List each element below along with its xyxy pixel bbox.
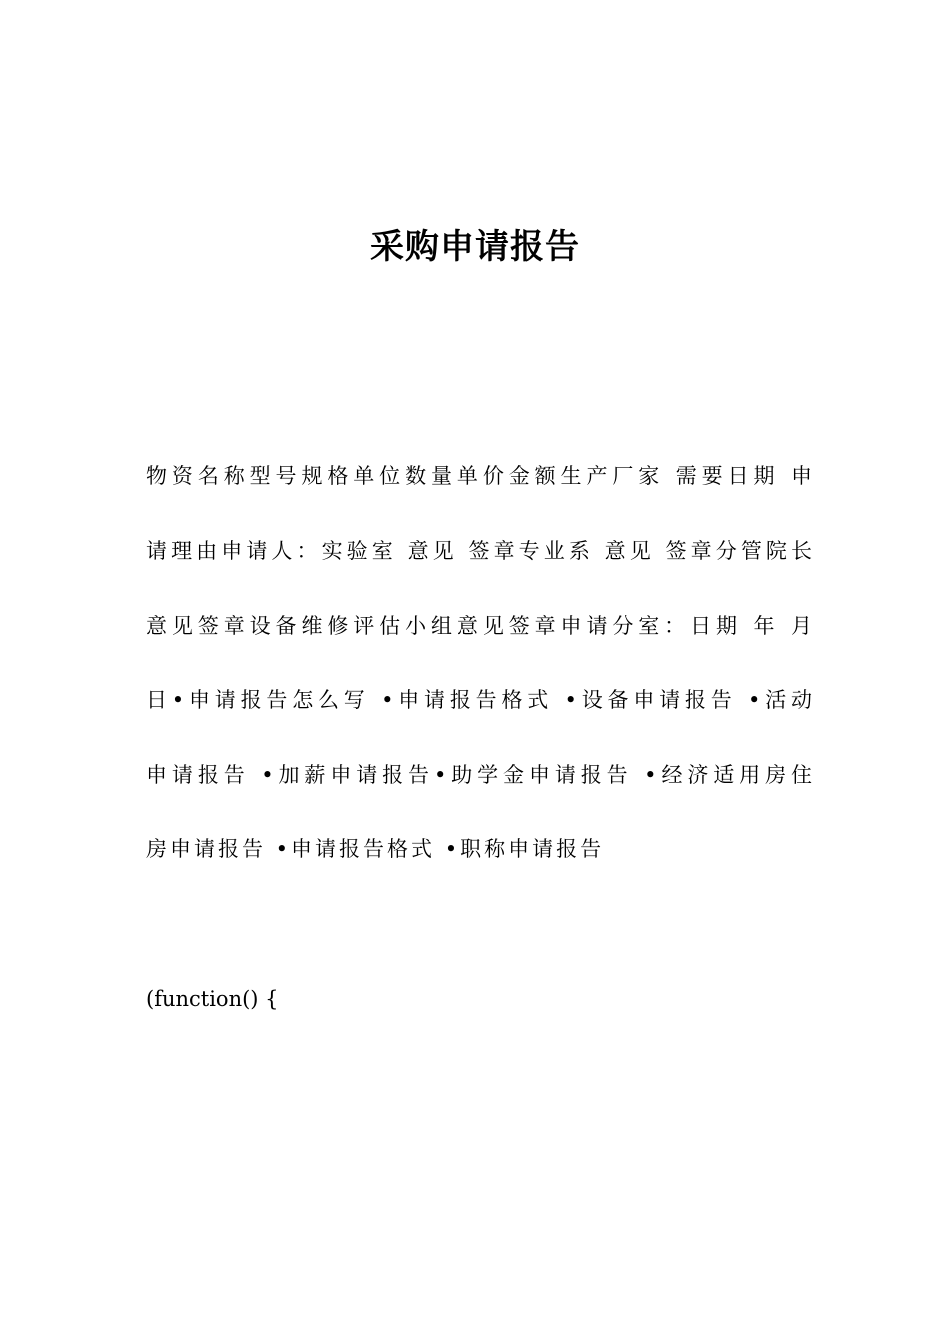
body-text-line: 意见签章设备维修评估小组意见签章申请分室：日期 年 月 xyxy=(146,614,812,638)
code-fragment: (function() { xyxy=(146,987,279,1011)
document-title: 采购申请报告 xyxy=(370,227,580,267)
body-text-line: 请理由申请人：实验室 意见 签章专业系 意见 签章分管院长 xyxy=(146,539,812,563)
body-text-line: 房申请报告 •申请报告格式 •职称申请报告 xyxy=(146,837,605,861)
body-text-line: 日•申请报告怎么写 •申请报告格式 •设备申请报告 •活动 xyxy=(146,688,812,712)
body-text-line: 申请报告 •加薪申请报告•助学金申请报告 •经济适用房住 xyxy=(146,763,812,787)
body-text-line: 物资名称型号规格单位数量单价金额生产厂家 需要日期 申 xyxy=(146,464,812,488)
